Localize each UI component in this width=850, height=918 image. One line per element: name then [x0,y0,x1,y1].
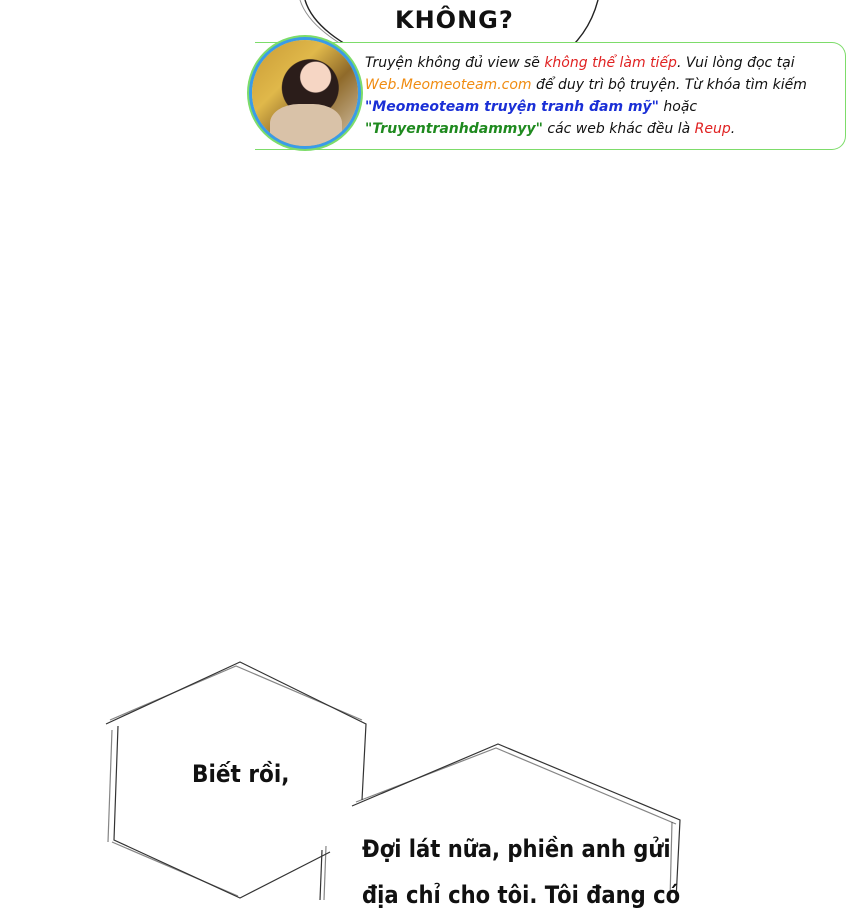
search-keyword-2: "Truyentranhdammyy" [365,121,543,137]
speech-bubble-1-text: Biết rồi, [192,760,290,788]
notice-line-4 [365,118,845,140]
notice-line-1-a: Truyện không đủ view sẽ [365,55,545,71]
notice-web-prefix: Web. [365,77,401,93]
top-bubble-text: KHÔNG? [395,6,514,34]
speech-bubble-2-text [362,826,681,918]
speech-bubble-2-line-2: địa chỉ cho tôi. Tôi đang có [362,881,681,909]
reup-label: Reup [694,121,731,137]
notice-warning: không thể làm tiếp [544,55,677,71]
notice-line-1-c: . Vui lòng đọc tại [676,55,795,71]
notice-line-3-b: hoặc [658,99,698,115]
notice-text [365,52,845,140]
notice-line-4-b: các web khác đều là [542,121,695,137]
notice-line-1 [365,52,845,74]
speech-bubble-2-line-1: Đợi lát nữa, phiền anh gửi [362,835,671,863]
site-link[interactable]: Meomeoteam.com [400,77,532,93]
notice-line-2 [365,74,845,96]
notice-line-3 [365,96,845,118]
search-keyword-1: "Meomeoteam truyện tranh đam mỹ" [365,99,659,115]
notice-line-4-d: . [730,121,736,137]
avatar [252,40,358,146]
notice-line-2-c: để duy trì bộ truyện. Từ khóa tìm kiếm [531,77,807,93]
